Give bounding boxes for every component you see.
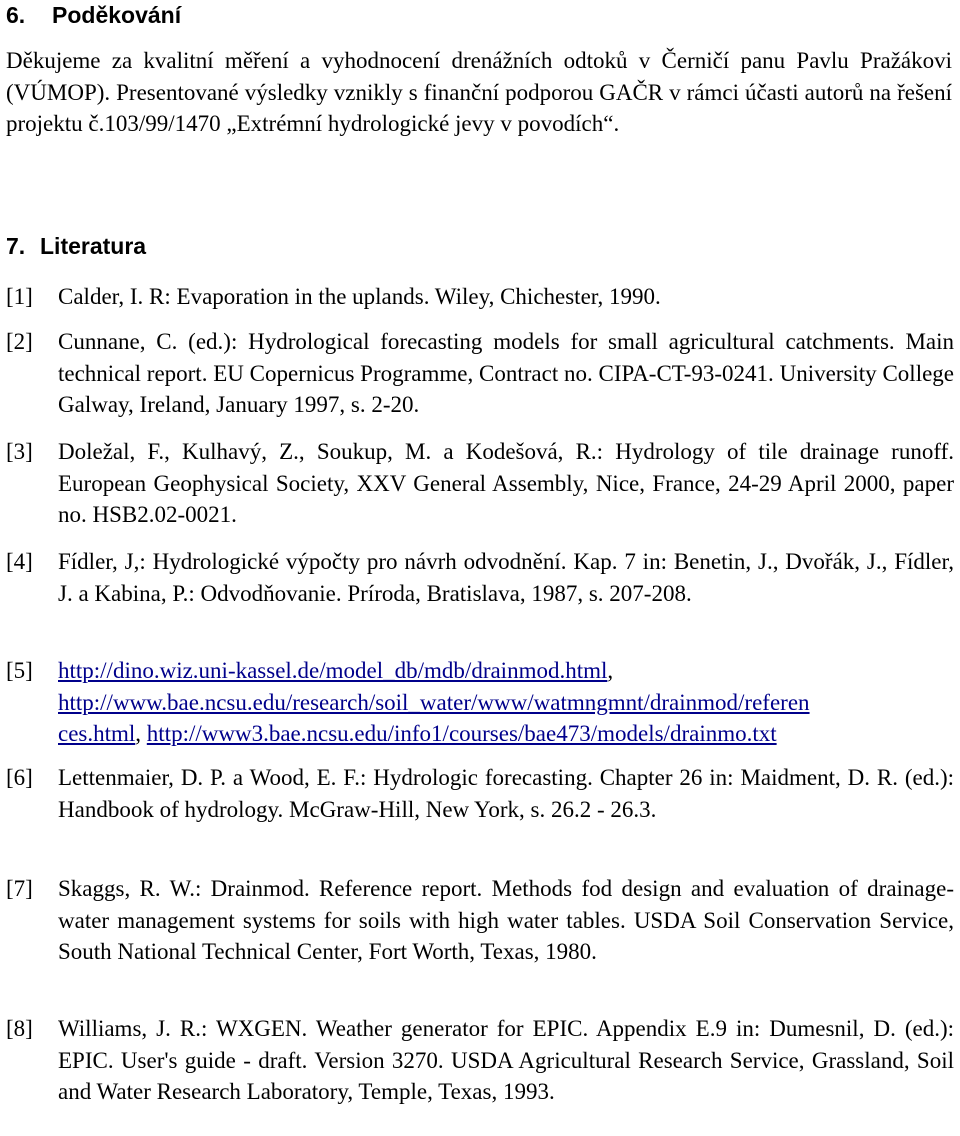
section-number: 6. xyxy=(6,2,26,28)
section-number: 7. xyxy=(6,233,26,259)
link-separator: , xyxy=(135,721,147,746)
reference-item xyxy=(6,281,954,313)
reference-item xyxy=(6,546,954,609)
section-title: Literatura xyxy=(40,233,147,259)
reference-item-links xyxy=(6,655,954,750)
reference-text: Cunnane, C. (ed.): Hydrological forecasting models for small agricultural catchments. Main technical report. EU Copernicus Programme, Contract no. CIPA-CT-93-0241. University College Galway, Ireland, January 1997, s. 2-20. xyxy=(58,329,954,417)
reference-label: [1] xyxy=(6,284,33,309)
reference-label: [3] xyxy=(6,439,33,464)
drainmod-ncsu-reference-link-continued[interactable]: ces.html xyxy=(58,721,136,746)
reference-label: [8] xyxy=(6,1016,33,1041)
link-separator: , xyxy=(607,658,614,683)
drainmod-ncsu-bae473-link[interactable]: http://www3.bae.ncsu.edu/info1/courses/bae473/models/drainmo.txt xyxy=(146,721,777,746)
section-title: Poděkování xyxy=(52,2,182,28)
reference-item xyxy=(6,326,954,421)
reference-text: Calder, I. R: Evaporation in the uplands. Wiley, Chichester, 1990. xyxy=(58,284,661,309)
reference-links xyxy=(58,655,954,750)
reference-item xyxy=(6,873,954,968)
drainmod-kassel-link[interactable]: http://dino.wiz.uni-kassel.de/model_db/mdb/drainmod.html xyxy=(58,658,608,683)
reference-item xyxy=(6,436,954,531)
reference-text: Williams, J. R.: WXGEN. Weather generator for EPIC. Appendix E.9 in: Dumesnil, D. (ed.): EPIC. User's guide - draft. Version 3270. USDA Agricultural Research Service, Grassland, Soil and Water Research Laboratory, Temple, Texas, 1993. xyxy=(58,1016,954,1104)
reference-text: Skaggs, R. W.: Drainmod. Reference report. Methods fod design and evaluation of drainage-water management systems for soils with high water tables. USDA Soil Conservation Service, South National Technical Center, Fort Worth, Texas, 1980. xyxy=(58,876,954,964)
reference-label: [7] xyxy=(6,876,33,901)
drainmod-ncsu-reference-link[interactable]: http://www.bae.ncsu.edu/research/soil_water/www/watmngmnt/drainmod/referen xyxy=(58,689,810,715)
reference-label: [6] xyxy=(6,765,33,790)
reference-text: Fídler, J,: Hydrologické výpočty pro návrh odvodnění. Kap. 7 in: Benetin, J., Dvořák, J., Fídler, J. a Kabina, P.: Odvodňovanie. Príroda, Bratislava, 1987, s. 207-208. xyxy=(58,549,954,606)
section-heading-literature xyxy=(6,232,146,260)
reference-label: [4] xyxy=(6,549,33,574)
reference-item xyxy=(6,762,954,825)
reference-text: Doležal, F., Kulhavý, Z., Soukup, M. a Kodešová, R.: Hydrology of tile drainage runoff. European Geophysical Society, XXV General Assembly, Nice, France, 24-29 April 2000, paper no. HSB2.02-0021. xyxy=(58,439,954,527)
reference-text: Lettenmaier, D. P. a Wood, E. F.: Hydrologic forecasting. Chapter 26 in: Maidment, D. R. (ed.): Handbook of hydrology. McGraw-Hill, New York, s. 26.2 - 26.3. xyxy=(58,765,954,822)
reference-label: [5] xyxy=(6,658,33,683)
reference-label: [2] xyxy=(6,329,33,354)
acknowledgements-paragraph: Děkujeme za kvalitní měření a vyhodnocení drenážních odtoků v Černičí panu Pavlu Pražákovi (VÚMOP). Presentované výsledky vznikly s finanční podporou GAČR v rámci účasti autorů na řešení projektu č.103/99/1470 „Extrémní hydrologické jevy v povodích“. xyxy=(6,48,952,136)
reference-item xyxy=(6,1013,954,1108)
section-heading-acknowledgements xyxy=(6,1,181,29)
